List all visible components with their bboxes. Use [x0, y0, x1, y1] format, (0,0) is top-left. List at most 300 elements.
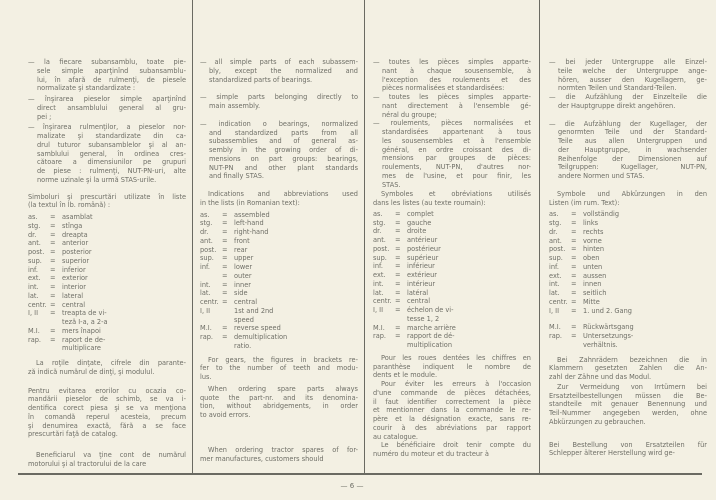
abbreviation-row: [28, 239, 186, 248]
list-item: [200, 93, 358, 111]
equals-sign: =: [395, 236, 401, 244]
text-line: Bei Zahnrädern bezeichnen die in: [557, 355, 707, 364]
abbreviation-meaning: interior: [62, 283, 86, 291]
equals-sign: =: [50, 274, 56, 283]
text-line: numéro du moteur et du tracteur à: [373, 450, 489, 458]
abbreviation: dr.: [373, 227, 382, 236]
abbreviation-row: [549, 237, 707, 246]
abbreviation-row: [200, 211, 358, 220]
equals-sign: [50, 318, 62, 327]
equals-sign: =: [222, 210, 228, 219]
text-line: — indication o bearings, normalized: [200, 119, 358, 128]
equals-sign: =: [395, 288, 401, 297]
text-line: subassemblies and of general as-: [209, 137, 358, 146]
abbreviation-meaning: latéral: [407, 288, 429, 297]
abbreviation-row: [28, 336, 186, 345]
text-line: dentifica corect piesa şi se va menţiona: [28, 404, 186, 412]
text-line: dans les listes (au texte roumain):: [373, 199, 486, 207]
abbreviation-row: [549, 210, 707, 219]
column-german: [549, 58, 707, 458]
abbreviation-meaning: complet: [407, 209, 434, 218]
abbreviation-meaning: superior: [62, 256, 90, 265]
abbreviation-meaning: multiplication: [407, 341, 452, 349]
abbreviation-list: [373, 210, 531, 350]
abbreviation-row: [200, 237, 358, 246]
abbreviation-row: [373, 297, 531, 306]
abbreviation: inf.: [28, 265, 38, 274]
equals-sign: =: [571, 236, 577, 245]
abbreviation-meaning: postérieur: [407, 244, 441, 253]
text-line: în comandă reperul acesteia, precum: [28, 412, 186, 421]
text-line: der Hauptgruppe direkt angehören.: [558, 101, 676, 110]
abbreviation: centr.: [549, 297, 568, 306]
text-line: Teilgruppen: Kugellager, NUT-PN,: [558, 163, 707, 172]
text-line: — la fiecare subansamblu, toate pie-: [28, 58, 186, 66]
text-line: — all simple parts of each subassem-: [200, 58, 358, 66]
abbreviation-row: [200, 316, 358, 325]
text-line: malizate şi standardizate din ca-: [37, 132, 186, 140]
equals-sign: =: [571, 323, 577, 332]
abbreviation-row: [373, 306, 531, 315]
text-line: and finally STAS.: [209, 172, 265, 181]
abbreviation-meaning: aussen: [583, 271, 607, 280]
abbreviation-meaning: 1st and 2nd: [234, 306, 274, 315]
list-item: [549, 93, 707, 111]
text-line: standardized parts of bearings.: [209, 75, 313, 84]
abbreviation-row: [28, 309, 186, 318]
page-number: — 6 —: [340, 482, 364, 490]
text-line: mensions on part groups: bearings,: [209, 154, 358, 163]
abbreviation-meaning: speed: [234, 315, 254, 324]
abbreviation: ant.: [200, 236, 213, 245]
text-line: mes de l'usine, et pour finir, les: [382, 171, 531, 180]
abbreviation-list: [200, 211, 358, 351]
text-line: Bei Bestellung von Ersatzteilen für: [549, 440, 707, 449]
column-divider: [364, 0, 365, 474]
abbreviation: lat.: [200, 289, 211, 298]
abbreviation-meaning: Rückwärtsgang: [583, 323, 634, 332]
abbreviation: [200, 342, 222, 351]
equals-sign: =: [50, 213, 56, 221]
abbreviation: stg.: [28, 221, 41, 230]
abbreviation-row: [373, 262, 531, 271]
abbreviation-meaning: exterior: [62, 274, 88, 283]
list-item: [200, 58, 358, 84]
abbreviation: M.I.: [28, 326, 40, 335]
list-item: [200, 120, 358, 181]
abbreviation-meaning: échelon de vi-: [407, 306, 454, 314]
abbreviation-row: [200, 333, 358, 342]
text-line: Pentru evitarea erorilor cu ocazia co-: [28, 386, 186, 395]
text-line: — bei jeder Untergruppe alle Einzel-: [549, 58, 707, 66]
paragraph: [549, 356, 707, 382]
abbreviation: as.: [549, 210, 559, 219]
text-line: nant directement à l'ensemble gé-: [382, 101, 531, 110]
abbreviation: post.: [28, 248, 45, 256]
paragraph: [549, 441, 707, 459]
abbreviation-row: [549, 280, 707, 289]
equals-sign: [395, 341, 407, 350]
text-line: roulements, NUT-PN, d'autres nor-: [382, 163, 531, 171]
abbreviation-row: [28, 274, 186, 283]
equals-sign: =: [395, 271, 401, 279]
equals-sign: =: [50, 335, 56, 344]
equals-sign: =: [50, 239, 56, 248]
abbreviation-row: [549, 332, 707, 341]
equals-sign: =: [50, 230, 56, 239]
text-line: Le bénéficiaire droit tenir compte du: [381, 441, 531, 450]
text-line: père et la désignation exacte, sans re-: [373, 415, 531, 423]
bottom-rule: [18, 473, 702, 475]
abbreviation-row: [200, 272, 358, 281]
text-line: mensions par groupes de pièces:: [382, 154, 531, 163]
text-line: Zur Vermeidung von Irrtümern bei: [557, 382, 707, 391]
abbreviation-row: [373, 271, 531, 280]
abbreviation-row: [373, 280, 531, 289]
equals-sign: =: [395, 262, 401, 271]
abbreviation-meaning: left-hand: [234, 219, 264, 228]
abbreviation-row: [200, 324, 358, 333]
abbreviation: inf.: [549, 262, 559, 271]
equals-sign: =: [395, 227, 401, 236]
abbreviation-meaning: innen: [583, 280, 602, 289]
list-item: [28, 58, 186, 93]
text-line: tion, without abridgements, in order: [200, 402, 358, 411]
text-line: When ordering tractor spares of for-: [208, 445, 358, 454]
text-line: Abkürzungen zu gebrauchen.: [549, 417, 646, 426]
equals-sign: =: [50, 326, 56, 335]
abbreviation-meaning: upper: [234, 254, 254, 263]
abbreviation: rap.: [28, 335, 42, 344]
text-line: in the lists (in Romanian text):: [200, 198, 300, 207]
abbreviation-meaning: inférieur: [407, 262, 435, 271]
text-line: — înşirarea rulmenţilor, a pieselor nor-: [28, 123, 186, 132]
abbreviation-row: [200, 246, 358, 255]
equals-sign: =: [571, 289, 577, 297]
equals-sign: =: [395, 209, 401, 218]
abbreviation: dr.: [200, 228, 209, 236]
abbreviation-row: [373, 289, 531, 298]
equals-sign: =: [571, 271, 577, 280]
abbreviation: [373, 315, 395, 324]
abbreviation-row: [373, 236, 531, 245]
paragraph: [200, 446, 358, 464]
abbreviation: rap.: [200, 333, 214, 341]
list-item: [373, 58, 531, 93]
abbreviation: post.: [373, 244, 390, 253]
abbreviation-meaning: anterior: [62, 239, 89, 248]
abbreviation-row: [200, 219, 358, 228]
abbreviation-row: [28, 327, 186, 336]
abbreviation-meaning: 1. und 2. Gang: [583, 306, 632, 315]
text-line: ză indică numărul de dinţi, şi modulul.: [28, 367, 155, 376]
text-line: — toutes les pièces simples apparte-: [373, 58, 531, 66]
abbreviation: ant.: [28, 239, 41, 248]
text-line: standardisées appartenant à tous: [382, 128, 531, 136]
abbreviation: [28, 318, 50, 327]
equals-sign: [222, 307, 234, 316]
text-line: les sousensembles et à l'ensemble: [382, 136, 531, 145]
abbreviation-meaning: inner: [234, 280, 251, 289]
paragraph: [373, 380, 531, 441]
equals-sign: =: [222, 245, 228, 254]
abbreviation-row: [373, 219, 531, 228]
equals-sign: =: [395, 297, 401, 306]
abbreviation: stg.: [200, 219, 213, 228]
text-line: — die Aufzählung der Einzelteile die: [549, 93, 707, 101]
abbreviation-meaning: unten: [583, 262, 603, 271]
abbreviation-meaning: Untersetzungs-: [583, 332, 634, 340]
abbreviation: inf.: [373, 262, 383, 271]
column-divider: [192, 0, 193, 474]
paragraph: [373, 354, 531, 380]
abbreviation: [28, 344, 50, 353]
abbreviation-meaning: multiplicare: [62, 344, 101, 353]
abbreviation: ant.: [373, 236, 386, 244]
text-line: d'une commande de pièces détachées,: [373, 388, 531, 397]
text-line: normten Teilen und Standard-Teilen.: [558, 84, 677, 93]
equals-sign: =: [571, 306, 577, 315]
abbreviation: [373, 341, 395, 350]
paragraph: [373, 441, 531, 459]
abbreviation-row: [373, 254, 531, 263]
equals-sign: =: [222, 228, 228, 236]
abbreviation-meaning: gauche: [407, 218, 432, 227]
list-item: [28, 123, 186, 184]
equals-sign: =: [222, 271, 228, 280]
abbreviation-row: [373, 227, 531, 236]
abbreviation: stg.: [373, 218, 386, 227]
abbreviation: I, II: [373, 306, 384, 314]
text-line: genormten Teile und der Standard-: [558, 128, 707, 137]
abbreviation-meaning: rechts: [583, 227, 604, 236]
abbreviation-row: [549, 323, 707, 332]
abbreviation: ext.: [373, 271, 386, 279]
paragraph: [549, 383, 707, 427]
abbreviation-meaning: inferior: [62, 265, 86, 274]
equals-sign: =: [222, 219, 228, 228]
abbreviation: M.I.: [200, 324, 212, 333]
abbreviation: sup.: [28, 256, 42, 265]
abbreviation-meaning: stînga: [62, 221, 83, 230]
text-line: quote the part-nr. and its denomina-: [200, 393, 358, 402]
abbreviation: as.: [28, 213, 38, 221]
abbreviation-row: [549, 289, 707, 298]
abbreviation-row: [549, 298, 707, 307]
abbreviation-row: [373, 341, 531, 350]
abbreviation-meaning: dreapta: [62, 230, 88, 239]
abbreviation-row: [28, 283, 186, 292]
text-line: and standardized parts from all: [209, 128, 358, 137]
equals-sign: =: [50, 221, 56, 230]
text-line: — roulements, pièces normalisées et: [373, 119, 531, 128]
text-line: mandării pieselor de schimb, se va i-: [28, 395, 186, 404]
abbreviation-row: [200, 307, 358, 316]
equals-sign: =: [50, 248, 56, 256]
abbreviation-row: [200, 228, 358, 237]
abbreviation-row: [28, 292, 186, 301]
abbreviation-row: [200, 289, 358, 298]
column-english: [200, 58, 358, 463]
text-line: motorului şi al tractorului de la care: [28, 459, 147, 468]
paragraph: [28, 359, 186, 377]
abbreviation-row: [549, 245, 707, 254]
abbreviation-meaning: treapta de vi-: [62, 309, 107, 318]
equals-sign: =: [571, 219, 577, 227]
abbreviation: as.: [200, 210, 210, 219]
text-line: normalizate şi standardizate :: [37, 84, 136, 93]
text-line: standteile mit genauer Benennung und: [549, 400, 707, 409]
abbreviation: int.: [200, 280, 211, 289]
text-line: pei ;: [37, 112, 52, 121]
abbreviation-row: [373, 332, 531, 341]
equals-sign: =: [222, 298, 228, 306]
abbreviation: int.: [28, 283, 39, 291]
abbreviation-row: [373, 245, 531, 254]
abbreviation-row: [28, 318, 186, 327]
paragraph: [28, 387, 186, 440]
abbreviation-list: [549, 323, 707, 349]
abbreviation: as.: [373, 209, 383, 218]
abbreviation-meaning: Mitte: [583, 297, 600, 306]
abbreviation-row: [28, 344, 186, 353]
abbreviation: I, II: [200, 306, 211, 315]
abbreviation-meaning: marche arrière: [407, 323, 456, 332]
abbreviation-row: [373, 324, 531, 333]
abbreviation: ant.: [549, 236, 562, 245]
abbreviation: lat.: [28, 291, 39, 300]
abbreviation: post.: [549, 245, 566, 254]
abbreviation: lat.: [373, 288, 384, 297]
abbreviation-meaning: mers înapoi: [62, 326, 101, 335]
abbreviation-meaning: asamblat: [62, 213, 93, 221]
text-line: bly, except the normalized and: [209, 66, 358, 75]
equals-sign: =: [222, 333, 228, 341]
abbreviation: lat.: [549, 289, 560, 297]
text-line: il faut identifier correctement la pièce: [373, 397, 531, 406]
text-line: Simboluri şi prescurtări utilizate în liste: [28, 192, 186, 201]
abbreviation-row: [373, 315, 531, 324]
paragraph: [28, 451, 186, 469]
abbreviation-row: [28, 213, 186, 222]
abbreviation: int.: [373, 279, 384, 288]
text-line: hören, ausser den Kugellagern, ge-: [558, 75, 707, 84]
equals-sign: =: [571, 245, 577, 254]
equals-sign: [50, 344, 62, 353]
equals-sign: =: [50, 300, 56, 309]
text-line: STAS.: [382, 180, 401, 189]
text-line: lus.: [200, 373, 212, 381]
abbreviation: int.: [549, 280, 560, 289]
equals-sign: =: [571, 297, 577, 306]
equals-sign: =: [50, 265, 56, 274]
abbreviation-meaning: demultiplication: [234, 333, 288, 341]
text-line: — die Aufzählung der Kugellager, der: [549, 119, 707, 128]
abbreviation-meaning: tesse 1, 2: [407, 314, 440, 323]
abbreviation-row: [549, 263, 707, 272]
abbreviation-meaning: front: [234, 236, 250, 245]
text-line: — înşirarea pieselor simple aparţinînd: [28, 95, 186, 103]
text-line: main assembly.: [209, 102, 261, 110]
text-line: lui, în afară de rulmenţi, de piesele: [37, 75, 186, 84]
text-line: Symbole und Abkürzungen in den: [557, 189, 707, 198]
abbreviation: dr.: [549, 227, 558, 236]
equals-sign: [222, 316, 234, 325]
equals-sign: =: [395, 306, 401, 314]
text-line: paranthèse indiquent le nombre de: [373, 362, 531, 371]
equals-sign: =: [571, 227, 577, 236]
abbreviation: ext.: [549, 271, 562, 280]
abbreviation-meaning: droite: [407, 227, 427, 236]
text-line: La roţile dinţate, cifrele din parante-: [36, 359, 186, 367]
abbreviation-row: [549, 228, 707, 237]
equals-sign: =: [571, 332, 577, 340]
abbreviation-meaning: seitlich: [583, 289, 607, 297]
abbreviation: dr.: [28, 230, 37, 239]
text-line: — toutes les pièces simples apparte-: [373, 93, 531, 101]
abbreviation-meaning: supérieur: [407, 253, 439, 262]
abbreviation-meaning: links: [583, 219, 599, 227]
abbreviation-row: [28, 266, 186, 275]
text-line: cătoare a dimensiunilor pe grupuri: [37, 158, 186, 167]
abbreviation-meaning: oben: [583, 254, 600, 262]
abbreviation-meaning: central: [407, 297, 431, 306]
abbreviation: inf.: [200, 263, 210, 271]
abbreviation-row: [373, 210, 531, 219]
abbreviation-meaning: right-hand: [234, 228, 269, 236]
abbreviation-row: [28, 301, 186, 310]
abbreviation: centr.: [373, 297, 392, 306]
abbreviation: rap.: [549, 332, 563, 340]
text-line: NUT-PN and other plant standards: [209, 163, 358, 172]
abbreviation-row: [28, 248, 186, 257]
text-line: — simple parts belonging directly to: [200, 93, 358, 102]
equals-sign: =: [222, 236, 228, 245]
equals-sign: =: [571, 280, 577, 289]
text-line: Reihenfolge der Dimensionen auf: [558, 154, 707, 163]
abbreviation-meaning: assembled: [234, 210, 270, 219]
list-item: [28, 95, 186, 121]
abbreviation-meaning: ratio.: [234, 341, 252, 350]
text-line: fer to the number of teeth and modu-: [200, 364, 358, 373]
paragraph: [200, 356, 358, 382]
abbreviation-meaning: side: [234, 289, 248, 298]
equals-sign: =: [50, 291, 56, 300]
abbreviation-meaning: outer: [234, 271, 252, 280]
equals-sign: =: [571, 262, 577, 271]
text-line: drul tuturor subansamblelor şi al an-: [37, 140, 186, 149]
abbreviation-meaning: central: [62, 300, 86, 309]
text-line: dents et le module.: [373, 371, 438, 380]
abbreviation-meaning: lower: [234, 263, 253, 271]
text-line: Pour éviter les erreurs à l'occasion: [381, 380, 531, 388]
abbreviation: stg.: [549, 219, 562, 227]
abbreviation-meaning: posterior: [62, 248, 92, 256]
abbreviation-meaning: extérieur: [407, 271, 437, 279]
paragraph: [28, 193, 186, 211]
text-line: pièces normalisées et standardisées:: [382, 84, 505, 93]
list-item: [373, 93, 531, 119]
text-line: Beneficiarul va ţine cont de numărul: [36, 451, 186, 459]
abbreviation-meaning: antérieur: [407, 236, 438, 244]
text-line: néral du groupe;: [382, 110, 437, 119]
abbreviation: rap.: [373, 332, 387, 341]
text-line: prescurtări faţă de catalog.: [28, 430, 118, 439]
abbreviation-meaning: intérieur: [407, 279, 436, 288]
abbreviation-meaning: vorne: [583, 236, 602, 245]
abbreviation-meaning: verhältnis.: [583, 340, 618, 349]
paragraph: [200, 190, 358, 208]
